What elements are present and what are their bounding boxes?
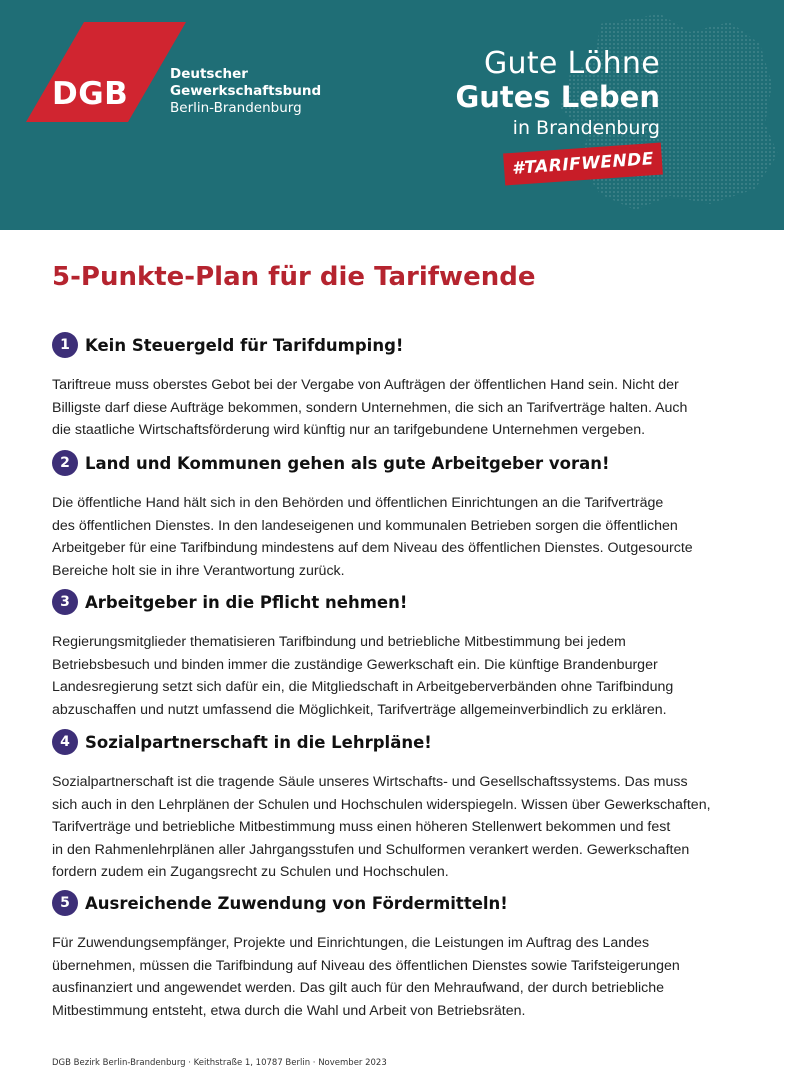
- section-5: [52, 888, 742, 1022]
- body-line: Arbeitgeber für eine Tarifbindung mindestens auf dem Niveau des öffentlichen Dienstes. Outgesourcte: [52, 540, 693, 556]
- body-line: Regierungsmitglieder thematisieren Tarifbindung und betriebliche Mitbestimmung bei jedem: [52, 634, 626, 650]
- body-line: des öffentlichen Dienstes. In den landeseigenen und kommunalen Betrieben sorgen die öffentlichen: [52, 517, 678, 534]
- section-number-badge: 1: [52, 332, 78, 358]
- section-number-badge: 2: [52, 450, 78, 476]
- section-number-badge: 5: [52, 890, 78, 916]
- section-heading: Ausreichende Zuwendung von Fördermitteln!: [85, 893, 508, 913]
- body-line: in den Rahmenlehrplänen aller Jahrgangsstufen und Schulformen verankert werden. Gewerkschaften: [52, 841, 690, 858]
- dgb-logo-text: DGB: [52, 76, 129, 112]
- body-line: die staatliche Wirtschaftsförderung wird künftig nur an tarifgebundene Unternehmen vergeben.: [52, 422, 646, 438]
- section-body: [52, 932, 742, 1022]
- header-banner: [0, 0, 784, 230]
- section-heading: Sozialpartnerschaft in die Lehrpläne!: [85, 732, 432, 752]
- organization-name: [170, 66, 321, 117]
- page-title: 5-Punkte-Plan für die Tarifwende: [52, 262, 536, 292]
- slogan-line-3: in Brandenburg: [512, 117, 660, 139]
- section-4: [52, 727, 742, 884]
- body-line: ausfinanziert und angewendet werden. Das gilt auch für den Mehraufwand, der durch betriebliche: [52, 980, 665, 996]
- body-line: fordern zudem ein Zugangsrecht zu Schulen und Hochschulen.: [52, 864, 449, 880]
- section-2: [52, 448, 742, 582]
- org-line-3: Berlin-Brandenburg: [170, 100, 302, 116]
- body-line: Tarifverträge und betriebliche Mitbestimmung muss einen höheren Stellenwert bekommen und fest: [52, 819, 671, 835]
- slogan-line-1: Gute Löhne: [483, 46, 660, 81]
- footer-address: DGB Bezirk Berlin-Brandenburg · Keithstraße 1, 10787 Berlin · November 2023: [52, 1058, 387, 1068]
- section-heading: Kein Steuergeld für Tarifdumping!: [85, 335, 404, 355]
- section-heading: Arbeitgeber in die Pflicht nehmen!: [85, 592, 408, 612]
- body-line: übernehmen, müssen die Tarifbindung auf Niveau des öffentlichen Dienstes sowie Tarifsteigerungen: [52, 957, 680, 974]
- section-body: [52, 771, 742, 884]
- slogan: [455, 47, 660, 140]
- section-body: [52, 631, 742, 721]
- section-1: [52, 330, 742, 442]
- body-line: Sozialpartnerschaft ist die tragende Säule unseres Wirtschafts- und Gesellschaftssystems. Das muss: [52, 774, 688, 790]
- section-body: [52, 492, 742, 582]
- body-line: Betriebsbesuch und binden immer die zuständige Gewerkschaft ein. Die künftige Brandenburger: [52, 656, 658, 673]
- section-3: [52, 587, 742, 721]
- hashtag-badge: #TARIFWENDE: [503, 143, 663, 186]
- section-body: [52, 374, 742, 442]
- body-line: Bereiche holt sie in ihre Verantwortung zurück.: [52, 562, 345, 579]
- body-line: abzuschaffen und nutzt umfassend die Möglichkeit, Tarifverträge allgemeinverbindlich zu erklären.: [52, 701, 667, 718]
- body-line: Die öffentliche Hand hält sich in den Behörden und öffentlichen Einrichtungen an die Tarifverträge: [52, 495, 664, 511]
- section-number-badge: 4: [52, 729, 78, 755]
- body-line: Für Zuwendungsempfänger, Projekte und Einrichtungen, die Leistungen im Auftrag des Landes: [52, 935, 650, 951]
- body-line: Landesregierung setzt sich dafür ein, die Mitgliedschaft in Arbeitgeberverbänden ohne Tarifbindung: [52, 679, 674, 695]
- body-line: sich auch in den Lehrplänen der Schulen und Hochschulen widerspiegeln. Wissen über Gewerkschaften,: [52, 796, 711, 813]
- section-heading: Land und Kommunen gehen als gute Arbeitgeber voran!: [85, 453, 610, 473]
- body-line: Tariftreue muss oberstes Gebot bei der Vergabe von Aufträgen der öffentlichen Hand sein. Nicht der: [52, 377, 679, 393]
- slogan-line-2: Gutes Leben: [455, 80, 660, 114]
- body-line: Billigste darf diese Aufträge bekommen, sondern Unternehmen, die sich an Tarifverträge halten. Auch: [52, 399, 688, 416]
- org-line-1: Deutscher: [170, 66, 248, 82]
- body-line: Mitbestimmung entsteht, etwa durch die Wahl und Arbeit von Betriebsräten.: [52, 1002, 526, 1019]
- org-line-2: Gewerkschaftsbund: [170, 83, 322, 99]
- section-number-badge: 3: [52, 589, 78, 615]
